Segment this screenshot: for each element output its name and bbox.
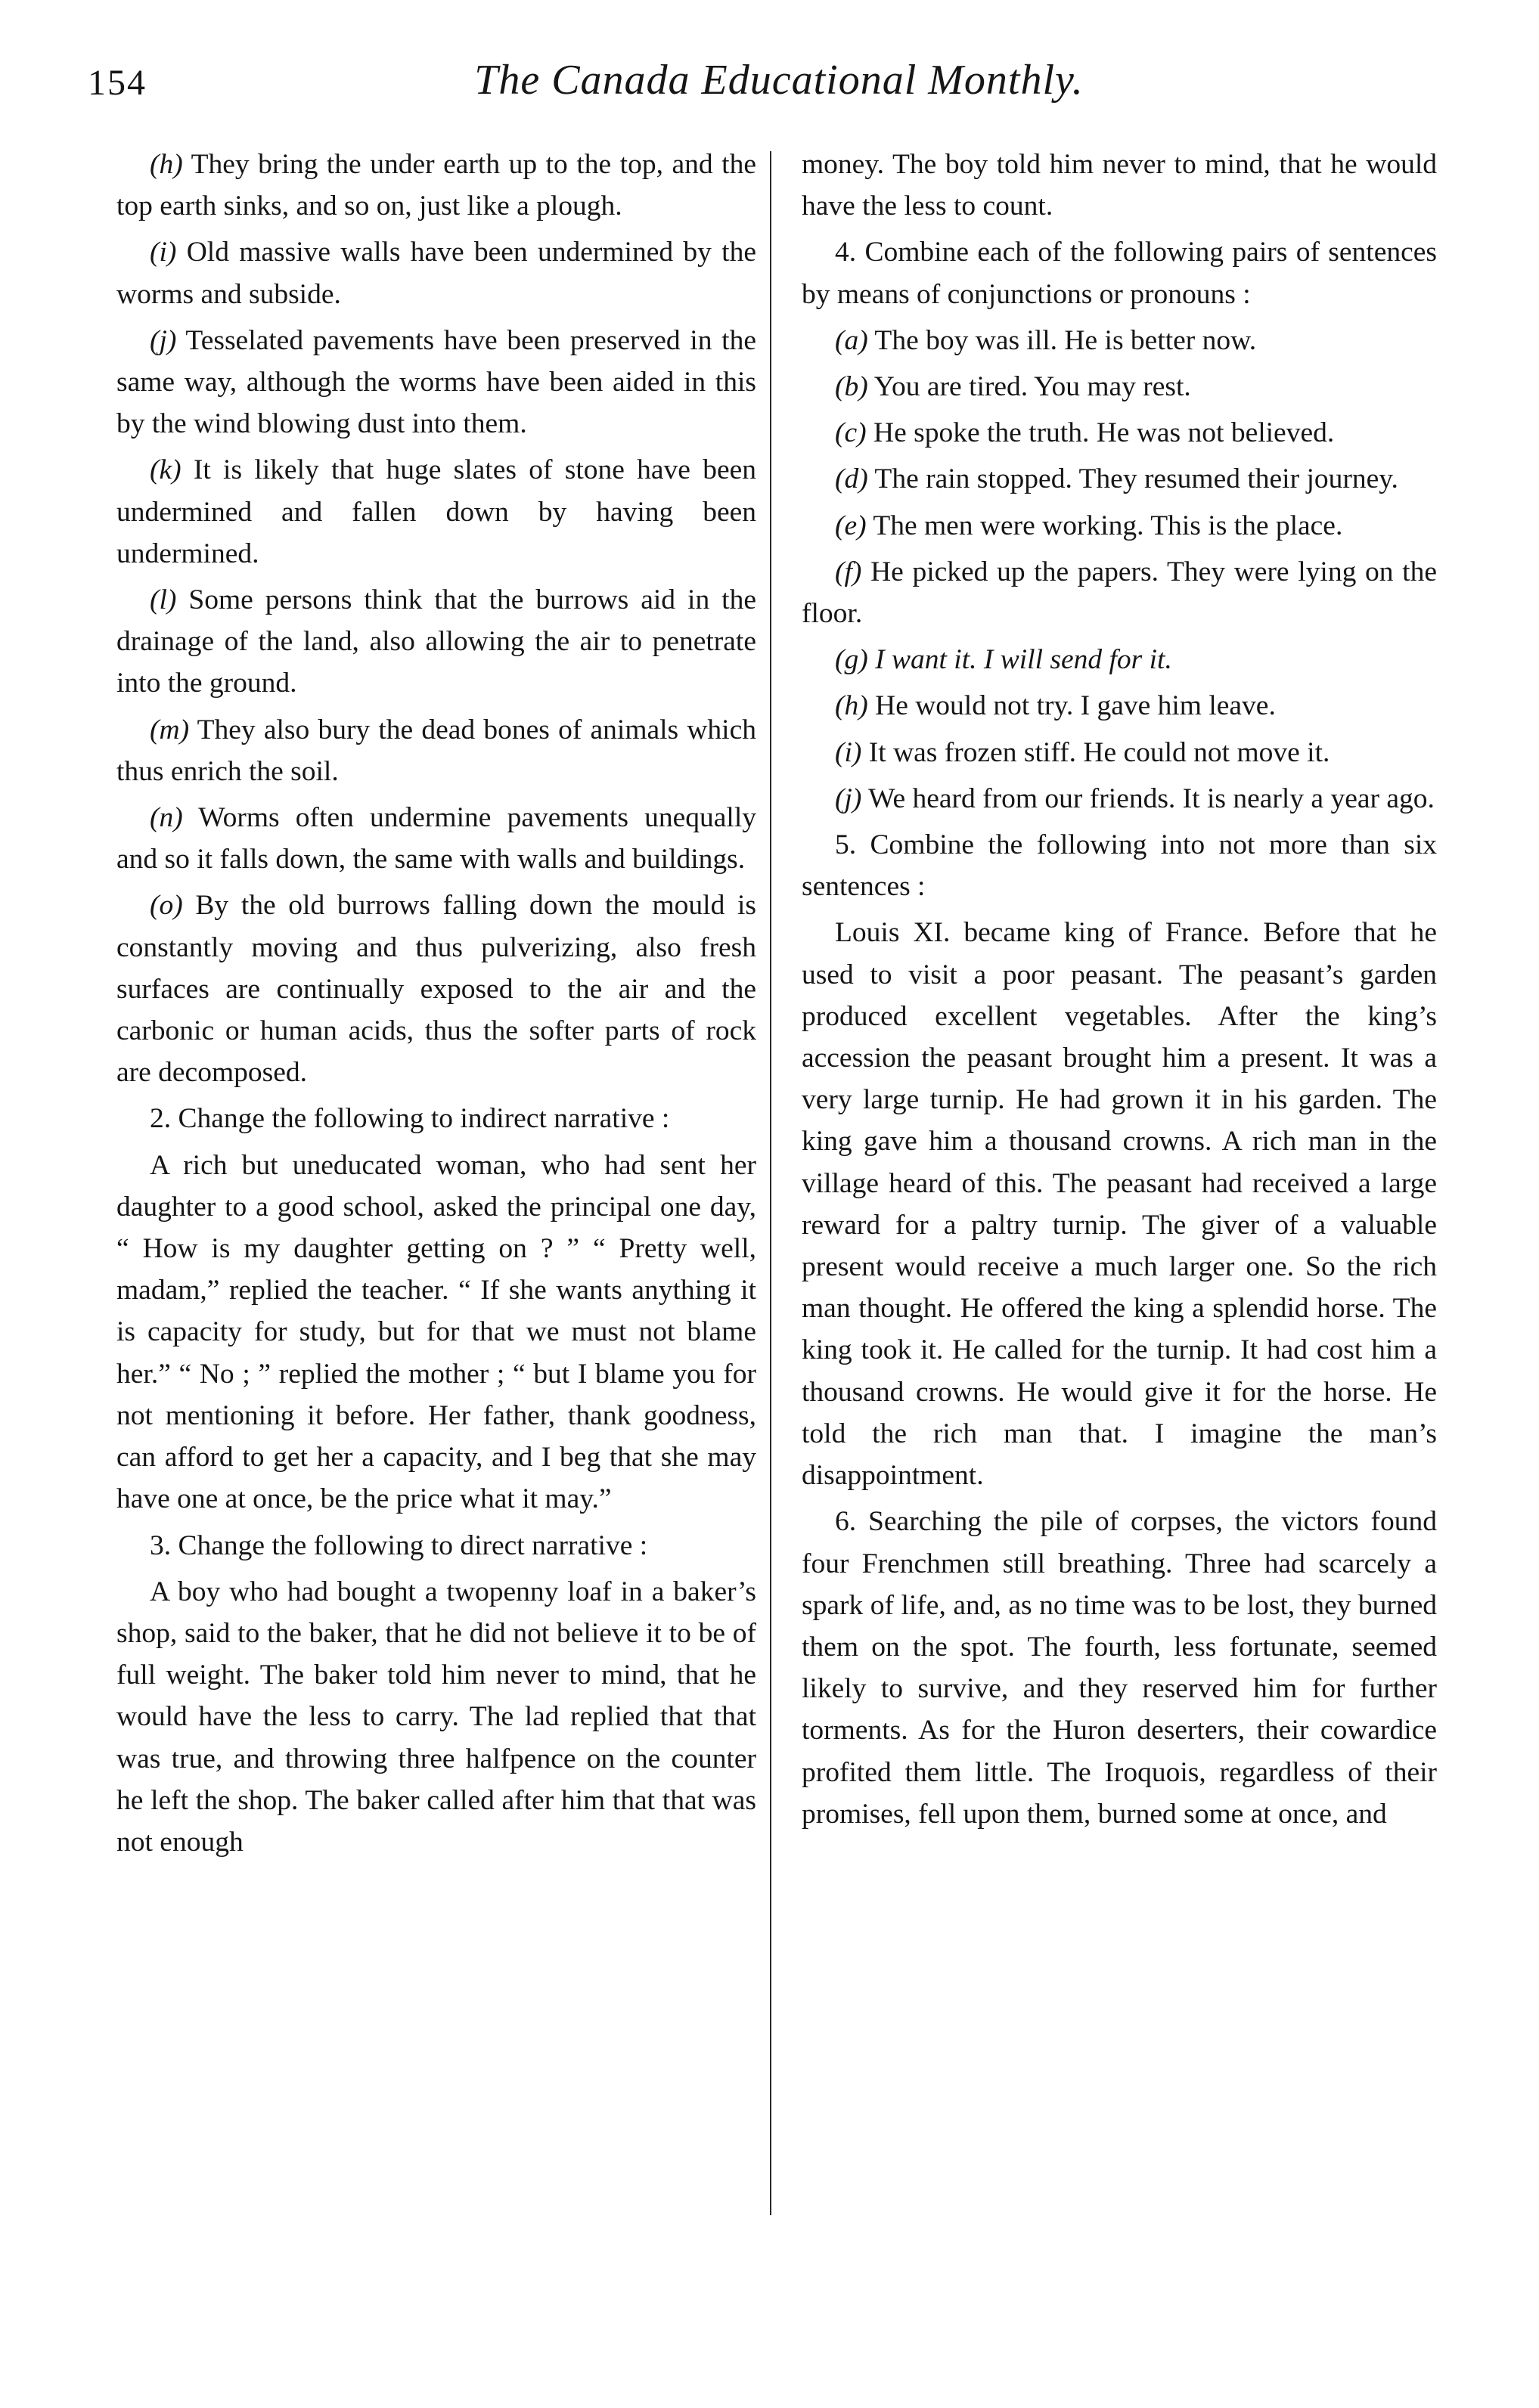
paragraph-text: The rain stopped. They resumed their journey. [867,463,1398,495]
paragraph-text: money. The boy told him never to mind, that he would have the less to count. [802,149,1437,222]
paragraph-text: He would not try. I gave him leave. [867,690,1276,722]
exercise-4-e [802,505,1437,547]
item-label: (e) [835,510,867,541]
item-label: (k) [150,454,182,486]
paragraph-text: 2. Change the following to indirect narrative : [150,1103,670,1135]
exercise-4-heading [802,231,1437,315]
paragraph-h [116,144,756,227]
paragraph-text: The boy was ill. He is better now. [867,324,1257,356]
paragraph-text: Some persons think that the burrows aid in the drainage of the land, also allowing the air to penetrate into the ground. [116,584,756,699]
exercise-6-passage [802,1501,1437,1835]
exercise-4-c [802,412,1437,454]
item-label: (b) [835,371,868,403]
paragraph-j [116,320,756,445]
exercise-4-a [802,320,1437,361]
paragraph-text: It was frozen stiff. He could not move it. [861,736,1330,768]
paragraph-text: Old massive walls have been undermined by the worms and subside. [116,237,756,310]
item-label: (c) [835,417,867,449]
left-column [116,144,756,1867]
paragraph-text: 4. Combine each of the following pairs of sentences by means of conjunctions or pronouns : [802,237,1437,310]
paragraph-text: The men were working. This is the place. [866,510,1343,541]
exercise-4-i [802,732,1437,773]
item-label: (g) [835,644,868,676]
paragraph-text: He picked up the papers. They were lying on the floor. [802,556,1437,630]
paragraph-text: They bring the under earth up to the top, and the top earth sinks, and so on, just like a plough. [116,149,756,222]
page-number: 154 [88,63,147,103]
page-header [0,53,1539,113]
exercise-4-f [802,551,1437,634]
item-label: (l) [150,584,177,616]
item-label: (m) [150,714,190,745]
exercise-4-b [802,366,1437,408]
paragraph-text: By the old burrows falling down the mould is constantly moving and thus pulverizing, also fresh surfaces are continually exposed to the air and the carbonic or human acids, thus the softer parts of rock are decomposed. [116,890,756,1089]
item-label: (f) [835,556,862,587]
exercise-2-heading [116,1098,756,1139]
exercise-5-passage [802,912,1437,1496]
paragraph-text: A boy who had bought a twopenny loaf in a baker’s shop, said to the baker, that he did not believe it to be of full weight. The baker told him never to mind, that he would have the less to carry. The lad replied that that was true, and throwing three halfpence on the counter he left the shop. The baker called after him that that was not enough [116,1576,756,1858]
exercise-2-passage [116,1145,756,1520]
running-title: The Canada Educational Monthly. [474,57,1084,104]
paragraph-text: 6. Searching the pile of corpses, the victors found four Frenchmen still breathing. Three had scarcely a spark of life, and, as no time was to be lost, they burned them on the spot. The fourth, less fortunate, seemed likely to survive, and they reserved him for further torments. As for the Huron deserters, their cowardice profited them little. The Iroquois, regardless of their promises, fell upon them, burned some at once, and [802,1506,1437,1830]
paragraph-text: You are tired. You may rest. [867,371,1191,403]
exercise-4-h [802,685,1437,727]
exercise-5-heading [802,824,1437,907]
exercise-4-d [802,458,1437,500]
exercise-3-heading [116,1525,756,1567]
item-label: (h) [150,149,183,180]
item-label: (d) [835,463,868,495]
item-label: (i) [150,237,177,268]
paragraph-text: Worms often undermine pavements unequally and so it falls down, the same with walls and buildings. [116,802,756,875]
paragraph-l [116,579,756,705]
paragraph-text: He spoke the truth. He was not believed. [866,417,1335,449]
item-label: (i) [835,736,862,768]
item-label: (h) [835,690,868,722]
paragraph-text: We heard from our friends. It is nearly a year ago. [861,783,1435,814]
paragraph-o [116,885,756,1093]
paragraph-text: 5. Combine the following into not more than six sentences : [802,829,1437,903]
exercise-3-passage [116,1571,756,1863]
exercise-4-g [802,639,1437,680]
exercise-4-j [802,778,1437,820]
item-label: (j) [835,783,862,814]
item-label: (n) [150,802,183,834]
paragraph-text: I want it. I will send for it. [867,644,1172,676]
item-label: (j) [150,324,177,356]
column-divider [770,151,771,2215]
paragraph-text: Louis XI. became king of France. Before that he used to visit a poor peasant. The peasant’s garden produced excellent vegetables. After the king’s accession the peasant brought him a present. It was a very large turnip. He had grown it in his garden. The king gave him a thousand crowns. A rich man in the village heard of this. The peasant had received a large reward for a paltry turnip. The giver of a valuable present would receive a much larger one. So the rich man thought. He offered the king a splendid horse. The king took it. He called for the turnip. It had cost him a thousand crowns. He would give it for the horse. He told the rich man that. I imagine the man’s disappointment. [802,917,1437,1492]
paragraph-m [116,709,756,792]
item-label: (o) [150,890,183,922]
right-column [802,144,1437,1839]
paragraph-text: It is likely that huge slates of stone have been undermined and fallen down by having been undermined. [116,454,756,569]
paragraph-n [116,797,756,880]
paragraph-text: 3. Change the following to direct narrative : [150,1529,648,1561]
paragraph-i [116,231,756,315]
exercise-3-continuation [802,144,1437,227]
paragraph-text: They also bury the dead bones of animals which thus enrich the soil. [116,714,756,787]
paragraph-text: Tesselated pavements have been preserved in the same way, although the worms have been aided in this by the wind blowing dust into them. [116,324,756,440]
item-label: (a) [835,324,868,356]
paragraph-text: A rich but uneducated woman, who had sent her daughter to a good school, asked the principal one day, “ How is my daughter getting on ? ” “ Pretty well, madam,” replied the teacher. “ If she wants anything it is capacity for study, but for that we must not blame her.” “ No ; ” replied the mother ; “ but I blame you for not mentioning it before. Her father, thank goodness, can afford to get her a capacity, and I beg that she may have one at once, be the price what it may.” [116,1149,756,1515]
paragraph-k [116,449,756,575]
